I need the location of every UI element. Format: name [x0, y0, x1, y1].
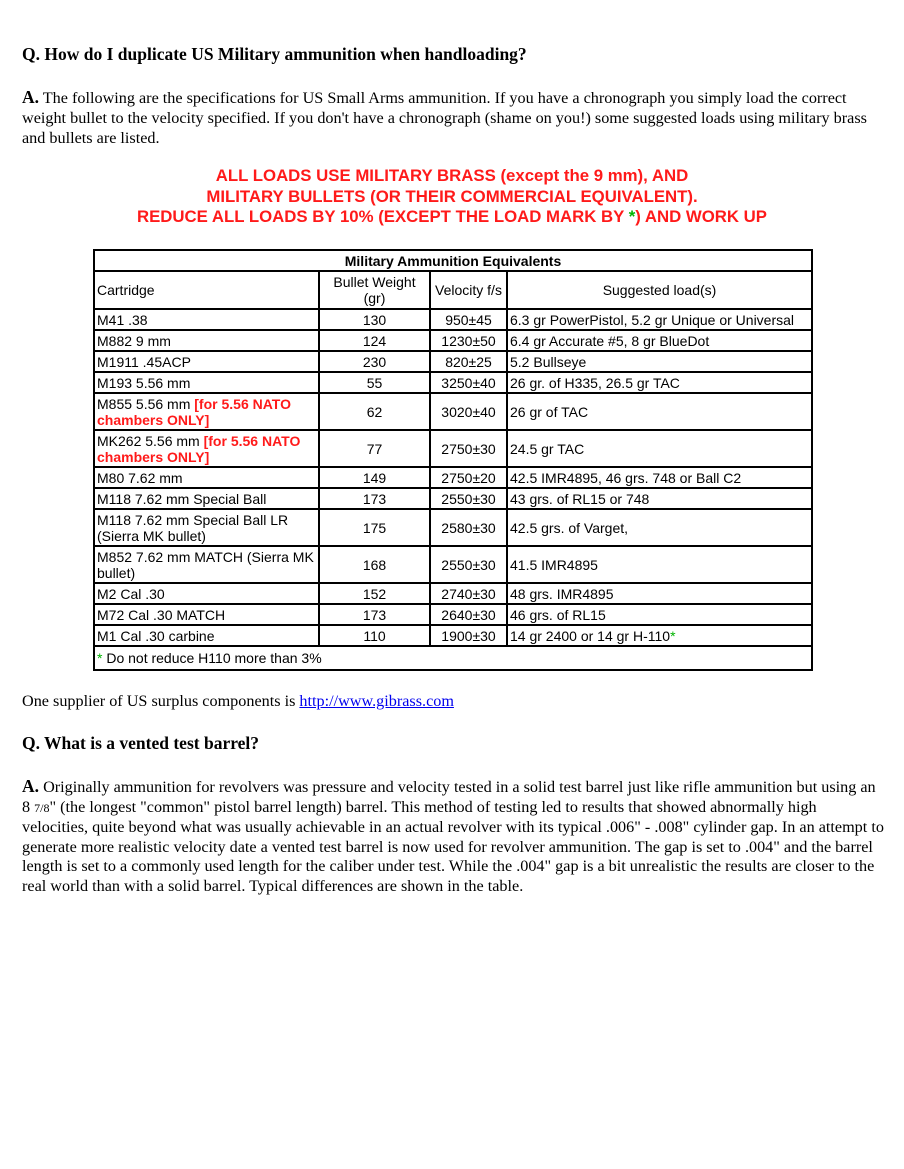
cell-velocity: 820±25: [430, 351, 507, 372]
load-text: 6.3 gr PowerPistol, 5.2 gr Unique or Universal: [510, 311, 795, 328]
load-text: 46 grs. of RL15: [510, 606, 606, 623]
table-row: [94, 309, 812, 330]
cell-suggested-load: [507, 393, 812, 430]
header-bullet-weight: Bullet Weight (gr): [319, 271, 430, 309]
cell-cartridge: [94, 488, 319, 509]
table-row: [94, 330, 812, 351]
cell-cartridge: [94, 625, 319, 646]
nato-chamber-note: [for 5.56 NATO chambers ONLY]: [97, 432, 301, 465]
cell-bullet-weight: 152: [319, 583, 430, 604]
load-text: 41.5 IMR4895: [510, 556, 598, 573]
cell-bullet-weight: 173: [319, 488, 430, 509]
cell-suggested-load: [507, 546, 812, 583]
cell-bullet-weight: 175: [319, 509, 430, 546]
cell-velocity: 3250±40: [430, 372, 507, 393]
cell-suggested-load: [507, 625, 812, 646]
table-row: [94, 351, 812, 372]
cell-suggested-load: [507, 372, 812, 393]
supplier-line: [22, 692, 454, 711]
cell-cartridge: [94, 583, 319, 604]
warning-line-3: [0, 207, 904, 228]
cell-velocity: 1230±50: [430, 330, 507, 351]
supplier-link[interactable]: http://www.gibrass.com: [299, 692, 454, 710]
cell-cartridge: [94, 330, 319, 351]
warning-star: *: [628, 207, 636, 226]
loads-warning: [0, 166, 904, 228]
header-suggested-load: Suggested load(s): [507, 271, 812, 309]
warning-line-3-pre: REDUCE ALL LOADS BY 10% (EXCEPT THE LOAD MARK BY: [137, 207, 629, 226]
cartridge-name: M855 5.56 mm: [97, 395, 195, 412]
cell-suggested-load: [507, 583, 812, 604]
cell-velocity: 2640±30: [430, 604, 507, 625]
load-text: 6.4 gr Accurate #5, 8 gr BlueDot: [510, 332, 710, 349]
question-2: Q. What is a vented test barrel?: [22, 733, 260, 753]
header-velocity: Velocity f/s: [430, 271, 507, 309]
cell-bullet-weight: 149: [319, 467, 430, 488]
supplier-text: One supplier of US surplus components is: [22, 692, 300, 710]
cartridge-name: MK262 5.56 mm: [97, 432, 204, 449]
cell-bullet-weight: 77: [319, 430, 430, 467]
cell-velocity: 2750±30: [430, 430, 507, 467]
cell-bullet-weight: 130: [319, 309, 430, 330]
cartridge-name: M2 Cal .30: [97, 585, 165, 602]
answer-2-fraction: 7/8: [34, 800, 50, 815]
nato-chamber-note: [for 5.56 NATO chambers ONLY]: [97, 395, 291, 428]
cell-cartridge: [94, 372, 319, 393]
cartridge-name: M882 9 mm: [97, 332, 171, 349]
cell-bullet-weight: 62: [319, 393, 430, 430]
answer-1-text: The following are the specifications for US Small Arms ammunition. If you have a chronograph you simply load the correct weight bullet to the velocity specified. If you don't have a chronograph (shame on you!) some suggested loads using military brass and bullets are listed.: [22, 89, 867, 147]
cartridge-name: M852 7.62 mm MATCH (Sierra MK bullet): [97, 548, 314, 581]
cartridge-name: M1 Cal .30 carbine: [97, 627, 215, 644]
cell-velocity: 2550±30: [430, 488, 507, 509]
cell-cartridge: [94, 430, 319, 467]
cell-suggested-load: [507, 430, 812, 467]
cell-suggested-load: [507, 509, 812, 546]
load-text: 24.5 gr TAC: [510, 440, 585, 457]
footnote-star: *: [97, 650, 103, 666]
load-text: 43 grs. of RL15 or 748: [510, 490, 650, 507]
table-row: [94, 625, 812, 646]
table-caption: Military Ammunition Equivalents: [94, 250, 812, 271]
cell-cartridge: [94, 467, 319, 488]
table-row: [94, 467, 812, 488]
cell-velocity: 2740±30: [430, 583, 507, 604]
cell-velocity: 2580±30: [430, 509, 507, 546]
cell-suggested-load: [507, 604, 812, 625]
answer-2-lead: A.: [22, 776, 40, 796]
cell-velocity: 1900±30: [430, 625, 507, 646]
cell-velocity: 950±45: [430, 309, 507, 330]
load-text: 42.5 grs. of Varget,: [510, 519, 629, 536]
table-row: [94, 372, 812, 393]
load-text: 14 gr 2400 or 14 gr H-110: [510, 627, 671, 644]
cell-suggested-load: [507, 330, 812, 351]
cartridge-name: M41 .38: [97, 311, 148, 328]
answer-2-part-2: " (the longest "common" pistol barrel length) barrel. This method of testing led to results that showed abnormally high velocities, quite beyond what was usually achievable in an actual revolver with its typical .006" - .008" cylinder gap. In an attempt to generate more realistic velocity date a vented test barrel is now used for revolver ammunition. The gap is set to .004" and the barrel length is set to a commonly used length for the caliber under test. While the .004" gap is a bit unrealistic the results are closer to the real world than with a solid barrel. Typical differences are shown in the table.: [22, 797, 884, 895]
answer-1-lead: A.: [22, 87, 40, 107]
cell-velocity: 2750±20: [430, 467, 507, 488]
question-1: Q. How do I duplicate US Military ammunition when handloading?: [22, 44, 527, 64]
cell-velocity: 2550±30: [430, 546, 507, 583]
cell-bullet-weight: 168: [319, 546, 430, 583]
table-row: [94, 488, 812, 509]
warning-line-2: MILITARY BULLETS (OR THEIR COMMERCIAL EQUIVALENT).: [206, 186, 698, 206]
warning-line-3-post: ) AND WORK UP: [635, 207, 767, 226]
load-star: *: [670, 627, 676, 644]
cell-velocity: 3020±40: [430, 393, 507, 430]
load-text: 26 gr of TAC: [510, 403, 589, 420]
load-text: 42.5 IMR4895, 46 grs. 748 or Ball C2: [510, 469, 742, 486]
load-text: 5.2 Bullseye: [510, 353, 587, 370]
warning-line-1: ALL LOADS USE MILITARY BRASS (except the 9 mm), AND: [215, 166, 689, 185]
cell-suggested-load: [507, 467, 812, 488]
answer-2: [22, 777, 886, 897]
answer-1: [22, 87, 886, 148]
table-row: [94, 393, 812, 430]
table-row: [94, 546, 812, 583]
table-row: [94, 509, 812, 546]
cell-bullet-weight: 110: [319, 625, 430, 646]
footnote-text: Do not reduce H110 more than 3%: [102, 650, 322, 666]
cell-suggested-load: [507, 309, 812, 330]
cell-cartridge: [94, 351, 319, 372]
cartridge-name: M118 7.62 mm Special Ball: [97, 490, 267, 507]
cell-cartridge: [94, 509, 319, 546]
cell-suggested-load: [507, 488, 812, 509]
table-row: [94, 583, 812, 604]
cell-bullet-weight: 55: [319, 372, 430, 393]
table-row: [94, 430, 812, 467]
ammunition-table: [93, 249, 813, 671]
cell-bullet-weight: 173: [319, 604, 430, 625]
cartridge-name: M118 7.62 mm Special Ball LR (Sierra MK bullet): [97, 511, 289, 544]
cell-bullet-weight: 124: [319, 330, 430, 351]
table-footnote: [94, 646, 812, 670]
cell-bullet-weight: 230: [319, 351, 430, 372]
table-row: [94, 604, 812, 625]
cell-cartridge: [94, 309, 319, 330]
cartridge-name: M72 Cal .30 MATCH: [97, 606, 226, 623]
load-text: 48 grs. IMR4895: [510, 585, 614, 602]
load-text: 26 gr. of H335, 26.5 gr TAC: [510, 374, 680, 391]
cell-cartridge: [94, 393, 319, 430]
cell-cartridge: [94, 604, 319, 625]
cell-cartridge: [94, 546, 319, 583]
cartridge-name: M193 5.56 mm: [97, 374, 191, 391]
cartridge-name: M1911 .45ACP: [97, 353, 191, 370]
header-cartridge: Cartridge: [94, 271, 319, 309]
cartridge-name: M80 7.62 mm: [97, 469, 183, 486]
cell-suggested-load: [507, 351, 812, 372]
answer-2-part-1: Originally ammunition for revolvers was pressure and velocity tested in a solid test barrel just like rifle ammunition but using an 8: [22, 778, 876, 816]
